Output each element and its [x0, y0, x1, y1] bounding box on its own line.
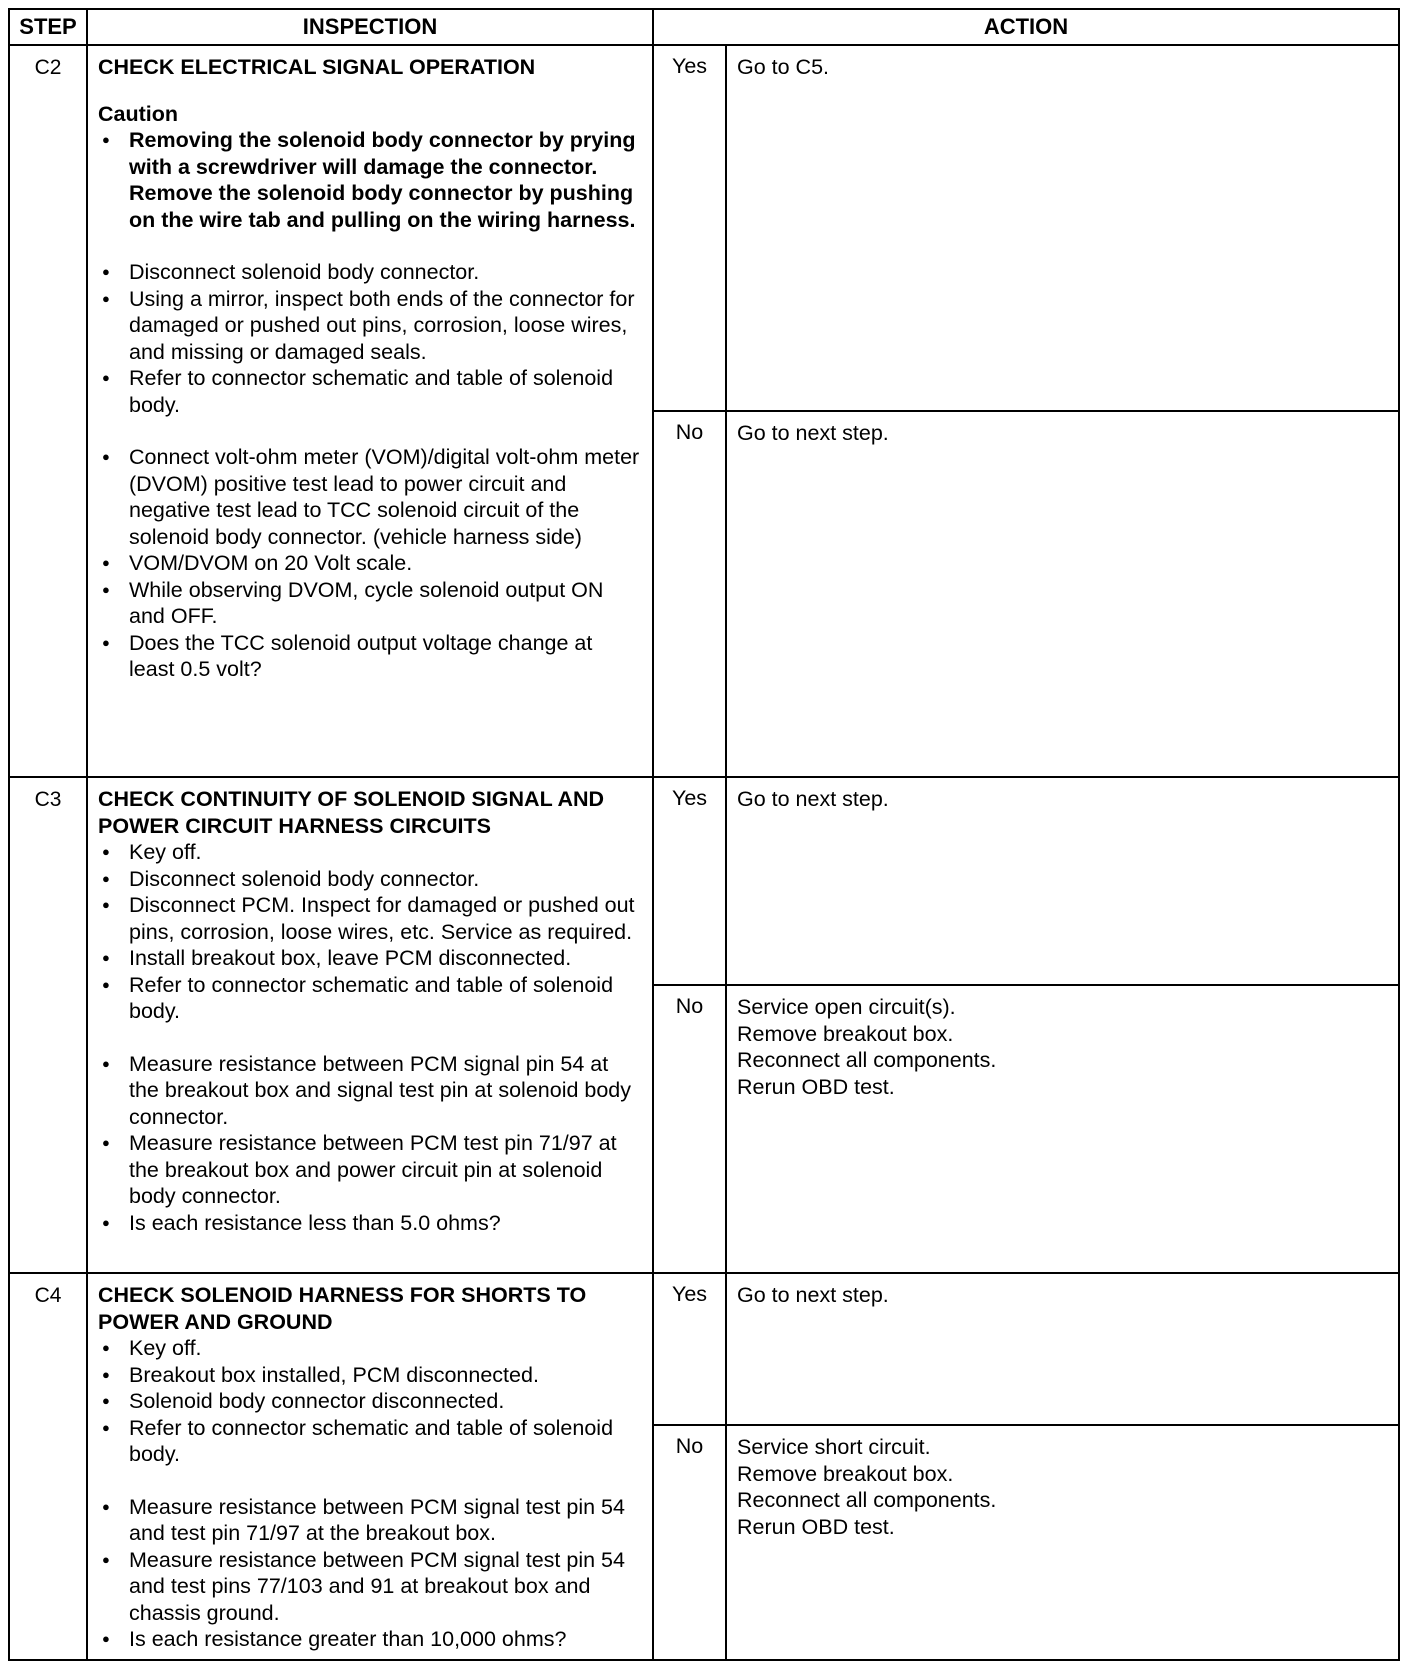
- list-item: ● Key off.: [98, 1335, 642, 1362]
- action-line: Go to next step.: [737, 787, 889, 811]
- list-item: ● Refer to connector schematic and table of solenoid body.: [98, 365, 642, 418]
- step-cell: C3: [9, 777, 87, 1273]
- list-item: ● Measure resistance between PCM signal test pin 54 and test pins 77/103 and 91 at breakout box and chassis ground.: [98, 1547, 642, 1627]
- inspection-cell: [87, 777, 653, 1273]
- action-line: Go to C5.: [737, 55, 830, 79]
- list-item: ● Install breakout box, leave PCM disconnected.: [98, 945, 642, 972]
- caution-item: ● Removing the solenoid body connector by prying with a screwdriver will damage the connector. Remove the solenoid body connector by pushing on the wire tab and pulling on the wiring harness.: [98, 127, 642, 233]
- list-item: ● Does the TCC solenoid output voltage change at least 0.5 volt?: [98, 630, 642, 683]
- action-line: Service short circuit.: [737, 1435, 931, 1460]
- inspection-cell: [87, 45, 653, 777]
- action-line: Go to next step.: [737, 421, 889, 445]
- list-item: ● Measure resistance between PCM signal test pin 54 and test pin 71/97 at the breakout box.: [98, 1494, 642, 1547]
- list-item: ● Is each resistance less than 5.0 ohms?: [98, 1210, 642, 1237]
- action-line: Go to next step.: [737, 1283, 889, 1307]
- list-item: ● Refer to connector schematic and table of solenoid body.: [98, 972, 642, 1025]
- action-line: Rerun OBD test.: [737, 1514, 895, 1539]
- diagnostic-sheet: [8, 8, 1398, 1656]
- action-line: Rerun OBD test.: [737, 1074, 895, 1099]
- list-item: ● While observing DVOM, cycle solenoid output ON and OFF.: [98, 577, 642, 630]
- no-label: No: [653, 985, 726, 1273]
- action-line: Remove breakout box.: [737, 1021, 954, 1046]
- inspection-list: [98, 259, 642, 683]
- list-item: ● Using a mirror, inspect both ends of the connector for damaged or pushed out pins, corrosion, loose wires, and missing or damaged seals.: [98, 286, 642, 366]
- list-item: ● Measure resistance between PCM signal pin 54 at the breakout box and signal test pin at solenoid body connector.: [98, 1051, 642, 1131]
- list-item: ● Disconnect solenoid body connector.: [98, 866, 642, 893]
- list-item: ● Solenoid body connector disconnected.: [98, 1388, 642, 1415]
- yes-action-cell: [726, 777, 1399, 985]
- inspection-title: CHECK SOLENOID HARNESS FOR SHORTS TO POWER AND GROUND: [98, 1283, 587, 1334]
- yes-action-cell: [726, 45, 1399, 411]
- list-item: ● Key off.: [98, 839, 642, 866]
- yes-label: Yes: [653, 45, 726, 411]
- list-item: ● Disconnect solenoid body connector.: [98, 259, 642, 286]
- list-item: ● Disconnect PCM. Inspect for damaged or pushed out pins, corrosion, loose wires, etc. Service as required.: [98, 892, 642, 945]
- inspection-list: [98, 839, 642, 1236]
- list-item: ● Breakout box installed, PCM disconnected.: [98, 1362, 642, 1389]
- caution-list: [98, 127, 642, 233]
- action-line: Reconnect all components.: [737, 1488, 997, 1513]
- no-label: No: [653, 1425, 726, 1659]
- table-row-c3: [9, 777, 1399, 985]
- step-cell: C4: [9, 1273, 87, 1660]
- header-action: ACTION: [653, 9, 1399, 45]
- header-step: STEP: [9, 9, 87, 45]
- inspection-title: CHECK CONTINUITY OF SOLENOID SIGNAL AND POWER CIRCUIT HARNESS CIRCUITS: [98, 787, 605, 838]
- list-item: ● Is each resistance greater than 10,000 ohms?: [98, 1626, 642, 1653]
- no-action-cell: [726, 411, 1399, 777]
- inspection-title: CHECK ELECTRICAL SIGNAL OPERATION: [98, 55, 536, 79]
- list-item: ● Refer to connector schematic and table of solenoid body.: [98, 1415, 642, 1468]
- action-line: Remove breakout box.: [737, 1461, 954, 1486]
- yes-label: Yes: [653, 1273, 726, 1425]
- list-item: ● Connect volt-ohm meter (VOM)/digital volt-ohm meter (DVOM) positive test lead to power circuit and negative test lead to TCC solenoid circuit of the solenoid body connector. (vehicle harness side): [98, 444, 642, 550]
- header-inspection: INSPECTION: [87, 9, 653, 45]
- step-cell: C2: [9, 45, 87, 777]
- caution-label: Caution: [98, 101, 179, 126]
- inspection-list: [98, 1335, 642, 1653]
- inspection-cell: [87, 1273, 653, 1660]
- table-header-row: [9, 9, 1399, 45]
- diagnostic-table: [8, 8, 1400, 1661]
- table-row-c4: [9, 1273, 1399, 1425]
- no-label: No: [653, 411, 726, 777]
- table-row-c2: [9, 45, 1399, 411]
- no-action-cell: [726, 1425, 1399, 1659]
- yes-action-cell: [726, 1273, 1399, 1425]
- action-line: Reconnect all components.: [737, 1048, 997, 1072]
- yes-label: Yes: [653, 777, 726, 985]
- list-item: ● Measure resistance between PCM test pin 71/97 at the breakout box and power circuit pin at solenoid body connector.: [98, 1130, 642, 1210]
- action-line: Service open circuit(s).: [737, 995, 956, 1019]
- list-item: ● VOM/DVOM on 20 Volt scale.: [98, 550, 642, 577]
- no-action-cell: [726, 985, 1399, 1273]
